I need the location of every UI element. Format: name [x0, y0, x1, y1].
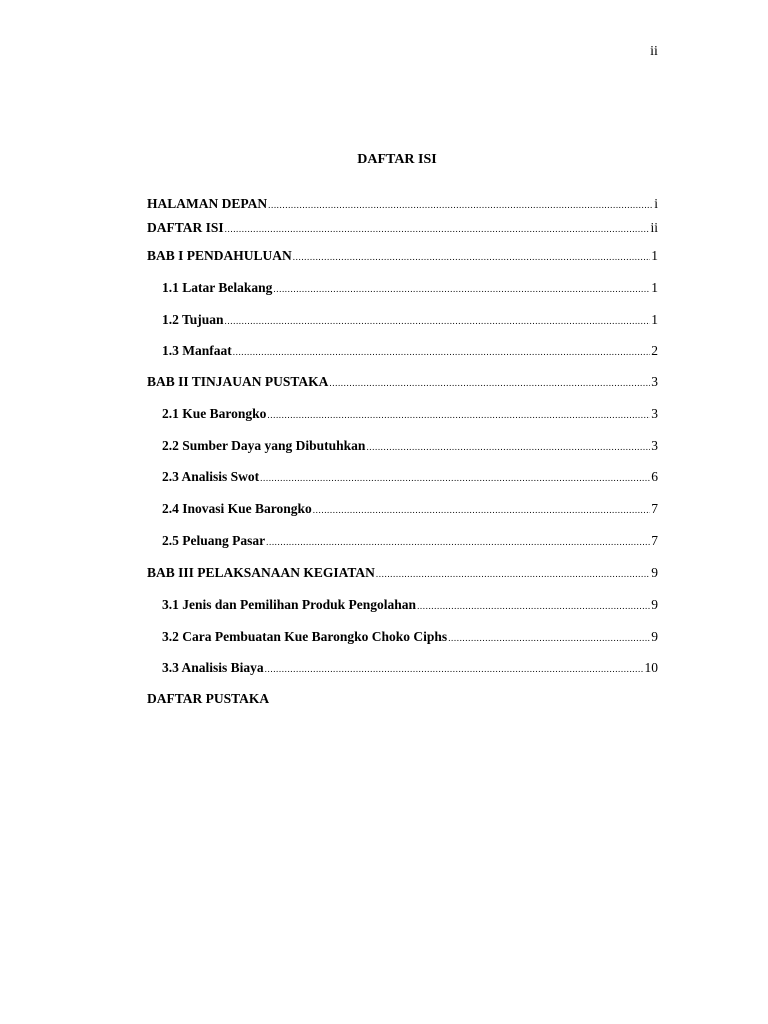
toc-leader-dots: [293, 252, 650, 262]
toc-entry: [147, 565, 658, 585]
toc-entry-label: 2.5 Peluang Pasar: [162, 533, 266, 548]
toc-leader-dots: [266, 537, 650, 547]
toc-entry-label: DAFTAR ISI: [147, 220, 224, 235]
toc-leader-dots: [268, 200, 653, 210]
toc-leader-dots: [313, 505, 650, 515]
toc-entry-page: 9: [651, 629, 658, 644]
toc-entry: [162, 533, 658, 553]
toc-entry-label: 3.1 Jenis dan Pemilihan Produk Pengolahan: [162, 597, 417, 612]
toc-leader-dots: [329, 378, 650, 388]
toc-entry: [162, 501, 658, 521]
toc-entry-label: BAB I PENDAHULUAN: [147, 248, 292, 263]
toc-entry: [147, 220, 658, 240]
toc-entry: [147, 248, 658, 268]
toc-entry-page: 9: [651, 565, 658, 580]
toc-entry: [162, 438, 658, 458]
toc-entry-page: 1: [651, 280, 658, 295]
toc-leader-dots: [265, 664, 644, 674]
toc-entry: [162, 629, 658, 649]
toc-entry-label: 2.4 Inovasi Kue Barongko: [162, 501, 312, 516]
toc-entry: [162, 660, 658, 680]
toc-entry-label: 1.3 Manfaat: [162, 343, 232, 358]
toc-entry: [147, 196, 658, 216]
toc-entry-page: i: [654, 196, 658, 211]
page-number: ii: [650, 44, 658, 59]
toc-leader-dots: [225, 224, 650, 234]
toc-entry-label: 2.1 Kue Barongko: [162, 406, 267, 421]
toc-entry-label: 3.3 Analisis Biaya: [162, 660, 264, 675]
toc-entry: [162, 280, 658, 300]
toc-entry-page: 6: [651, 469, 658, 484]
toc-leader-dots: [267, 410, 650, 420]
toc-entry-label: 2.3 Analisis Swot: [162, 469, 260, 484]
toc-entry-label: 1.2 Tujuan: [162, 312, 224, 327]
toc-leader-dots: [376, 569, 650, 579]
toc-entry-page: 2: [651, 343, 658, 358]
toc-title: DAFTAR ISI: [357, 152, 437, 167]
toc-entry: [162, 312, 658, 332]
toc-entry-daftar-pustaka: DAFTAR PUSTAKA: [147, 691, 270, 706]
toc-leader-dots: [448, 633, 650, 643]
toc-entry-page: 7: [651, 501, 658, 516]
toc-leader-dots: [225, 316, 651, 326]
toc-entry-label: 1.1 Latar Belakang: [162, 280, 273, 295]
toc-leader-dots: [417, 601, 650, 611]
toc-entry-label: BAB II TINJAUAN PUSTAKA: [147, 374, 329, 389]
toc-entry-page: 3: [651, 438, 658, 453]
toc-entry-page: 10: [644, 660, 658, 675]
toc-entry-page: 1: [651, 248, 658, 263]
toc-entry: [162, 597, 658, 617]
toc-entry: [162, 406, 658, 426]
toc-entry: [147, 374, 658, 394]
toc-entry-label: 2.2 Sumber Daya yang Dibutuhkan: [162, 438, 366, 453]
toc-entry-page: 3: [651, 374, 658, 389]
toc-leader-dots: [366, 442, 650, 452]
toc-leader-dots: [260, 473, 650, 483]
toc-entry-page: ii: [650, 220, 658, 235]
toc-entry: [162, 343, 658, 363]
toc-entry-label: BAB III PELAKSANAAN KEGIATAN: [147, 565, 375, 580]
toc-entry-label: 3.2 Cara Pembuatan Kue Barongko Choko Ciphs: [162, 629, 448, 644]
toc-entry-page: 1: [651, 312, 658, 327]
toc-leader-dots: [273, 284, 650, 294]
toc-entry-label: HALAMAN DEPAN: [147, 196, 268, 211]
toc-entry-page: 9: [651, 597, 658, 612]
toc-entry-page: 7: [651, 533, 658, 548]
toc-entry: [162, 469, 658, 489]
toc-leader-dots: [233, 347, 651, 357]
toc-entry-page: 3: [651, 406, 658, 421]
